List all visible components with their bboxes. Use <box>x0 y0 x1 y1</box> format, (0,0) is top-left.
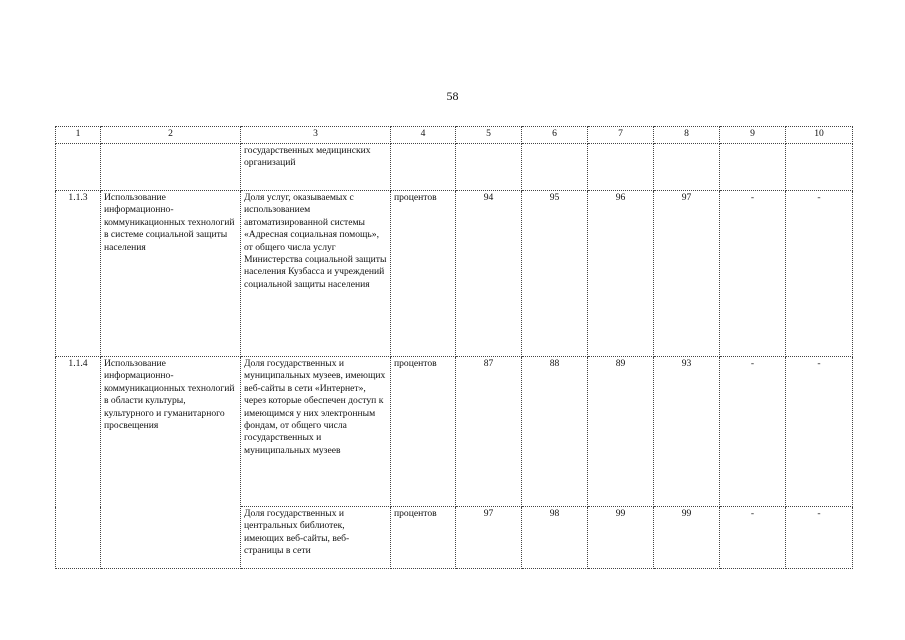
column-header: 3 <box>241 127 391 144</box>
row-unit: процентов <box>391 357 456 507</box>
row-indicator: государственных медицинских организаций <box>241 144 391 191</box>
row-unit: процентов <box>391 507 456 569</box>
row-indicator: Доля государственных и муниципальных музеев, имеющих веб-сайты в сети «Интернет», через которые обеспечен доступ к имеющимся у них электронным фондам, от общего числа государственных и муниципальных музеев <box>241 357 391 507</box>
row-value: 99 <box>654 507 720 569</box>
row-value: 96 <box>588 191 654 357</box>
row-code: 1.1.4 <box>56 357 101 569</box>
row-value <box>786 144 853 191</box>
column-number-row <box>56 127 853 144</box>
page-number: 58 <box>446 89 459 103</box>
row-code: 1.1.3 <box>56 191 101 357</box>
row-value: 88 <box>522 357 588 507</box>
row-indicator: Доля государственных и центральных библиотек, имеющих веб-сайты, веб-страницы в сети <box>241 507 391 569</box>
row-unit <box>391 144 456 191</box>
row-indicator: Доля услуг, оказываемых с использованием автоматизированной системы «Адресная социальная помощь», от общего числа услуг Министерства социальной защиты населения Кузбасса и учреждений социальной защиты населения <box>241 191 391 357</box>
column-header: 1 <box>56 127 101 144</box>
row-value: - <box>720 191 786 357</box>
row-value: 93 <box>654 357 720 507</box>
row-value: 97 <box>654 191 720 357</box>
row-value: - <box>786 191 853 357</box>
row-name: Использование информационно-коммуникационных технологий в системе социальной защиты населения <box>101 191 241 357</box>
column-header: 9 <box>720 127 786 144</box>
row-value: - <box>786 507 853 569</box>
row-value: 89 <box>588 357 654 507</box>
row-value <box>456 144 522 191</box>
table-row <box>56 357 853 507</box>
row-value: 87 <box>456 357 522 507</box>
row-value <box>522 144 588 191</box>
row-name <box>101 144 241 191</box>
row-value: - <box>720 357 786 507</box>
column-header: 4 <box>391 127 456 144</box>
row-name: Использование информационно-коммуникационных технологий в области культуры, культурного и гуманитарного просвещения <box>101 357 241 569</box>
row-value: 94 <box>456 191 522 357</box>
row-value <box>588 144 654 191</box>
indicators-table <box>55 126 853 569</box>
row-unit: процентов <box>391 191 456 357</box>
row-code <box>56 144 101 191</box>
row-value: 97 <box>456 507 522 569</box>
table-row <box>56 191 853 357</box>
column-header: 2 <box>101 127 241 144</box>
column-header: 6 <box>522 127 588 144</box>
column-header: 8 <box>654 127 720 144</box>
column-header: 7 <box>588 127 654 144</box>
row-value: 99 <box>588 507 654 569</box>
row-value <box>720 144 786 191</box>
column-header: 5 <box>456 127 522 144</box>
row-value <box>654 144 720 191</box>
row-value: 95 <box>522 191 588 357</box>
column-header: 10 <box>786 127 853 144</box>
row-value: - <box>720 507 786 569</box>
row-value: 98 <box>522 507 588 569</box>
table-row <box>56 144 853 191</box>
row-value: - <box>786 357 853 507</box>
